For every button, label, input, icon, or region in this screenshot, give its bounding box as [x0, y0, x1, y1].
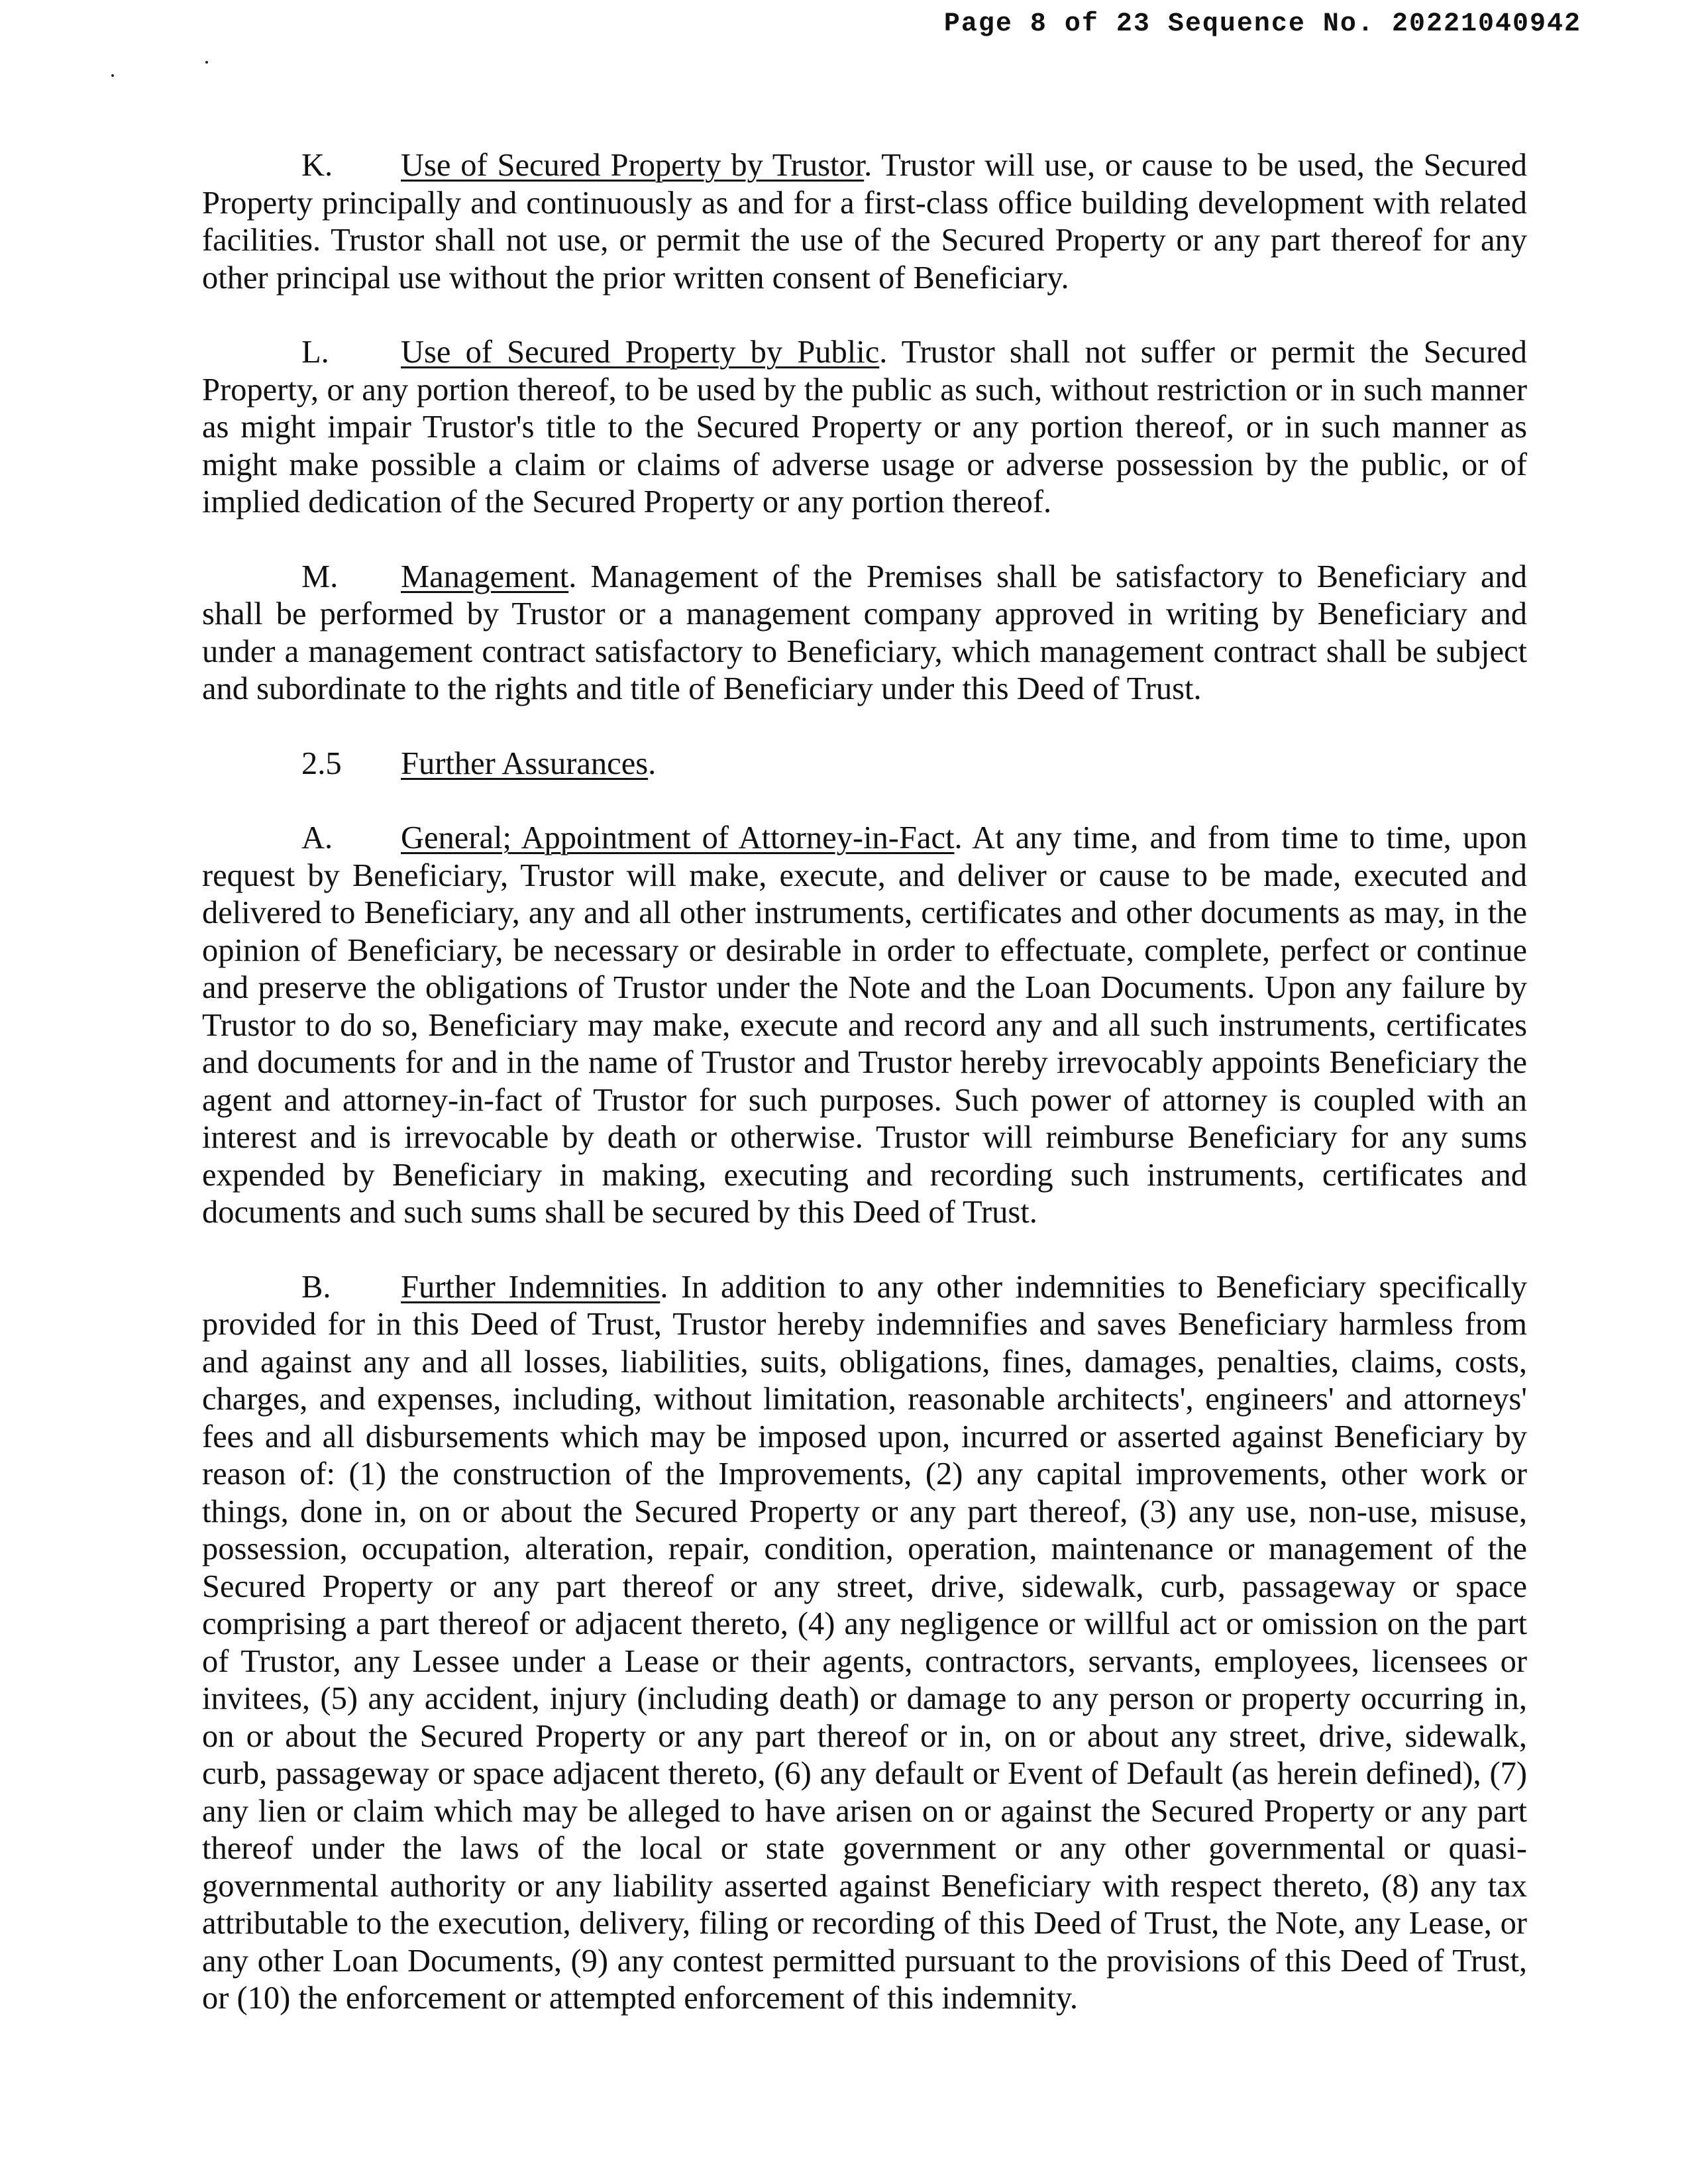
section-heading: Management [401, 559, 569, 594]
section-body: . Management of the Premises shall be satisfactory to Beneficiary and shall be performed by Trustor or a management company approved in writing by Beneficiary and under a management contract satisfactory to Beneficiary, which management contract shall be subject and subordinate to the rights and title of Beneficiary under this Deed of Trust. [202, 559, 1527, 706]
section-heading: Further Indemnities [401, 1269, 661, 1305]
section-heading: General; Appointment of Attorney-in-Fact [401, 820, 955, 855]
section-k [202, 147, 1527, 297]
section-heading: Use of Secured Property by Public [401, 335, 880, 370]
section-body: . [648, 745, 657, 781]
section-label: 2.5 [301, 745, 342, 781]
section-body: . In addition to any other indemnities to Beneficiary specifically provided for in this Deed of Trust, Trustor hereby indemnifies and saves Beneficiary harmless from and against any and all losses, liabilities, suits, obligations, fines, damages, penalties, claims, costs, charges, and expenses, including, without limitation, reasonable architects', engineers' and attorneys' fees and all disbursements which may be imposed upon, incurred or asserted against Beneficiary by reason of: (1) the construction of the Improvements, (2) any capital improvements, other work or things, done in, on or about the Secured Property or any part thereof, (3) any use, non-use, misuse, possession, occupation, alteration, repair, condition, operation, maintenance or management of the Secured Property or any part thereof or any street, drive, sidewalk, curb, passageway or space comprising a part thereof or adjacent thereto, (4) any negligence or willful act or omission on the part of Trustor, any Lessee under a Lease or their agents, contractors, servants, employees, licensees or invitees, (5) any accident, injury (including death) or damage to any person or property occurring in, on or about the Secured Property or any part thereof or in, on or about any street, drive, sidewalk, curb, passageway or space adjacent thereto, (6) any default or Event of Default (as herein defined), (7) any lien or claim which may be alleged to have arisen on or against the Secured Property or any part thereof under the laws of the local or state government or any other governmental or quasi-governmental authority or any liability asserted against Beneficiary with respect thereto, (8) any tax attributable to the execution, delivery, filing or recording of this Deed of Trust, the Note, any Lease, or any other Loan Documents, (9) any contest permitted pursuant to the provisions of this Deed of Trust, or (10) the enforcement or attempted enforcement of this indemnity. [202, 1269, 1527, 2016]
section-label: A. [301, 820, 333, 855]
section-m [202, 559, 1527, 708]
scan-speck [205, 61, 208, 64]
section-label: M. [301, 559, 339, 594]
section-body: . Trustor shall not suffer or permit the Secured Property, or any portion thereof, to be used by the public as such, without restriction or in such manner as might impair Trustor's title to the Secured Property or any portion thereof, or in such manner as might make possible a claim or claims of adverse usage or adverse possession by the public, or of implied dedication of the Secured Property or any portion thereof. [202, 335, 1527, 519]
section-heading: Further Assurances [401, 745, 649, 781]
document-body [202, 147, 1527, 2055]
scan-speck [111, 74, 114, 77]
section-heading: Use of Secured Property by Trustor [401, 148, 865, 183]
section-label: B. [301, 1269, 331, 1305]
section-label: K. [301, 148, 333, 183]
page-header: Page 8 of 23 Sequence No. 20221040942 [943, 9, 1581, 39]
section-label: L. [301, 335, 329, 370]
section-a [202, 820, 1527, 1232]
section-b [202, 1269, 1527, 2018]
section-2-5 [202, 745, 1527, 783]
section-body: . Trustor will use, or cause to be used, the Secured Property principally and continuously as and for a first-class office building development with related facilities. Trustor shall not use, or permit the use of the Secured Property or any part thereof for any other principal use without the prior written consent of Beneficiary. [202, 148, 1527, 296]
section-l [202, 334, 1527, 521]
section-body: . At any time, and from time to time, upon request by Beneficiary, Trustor will make, execute, and deliver or cause to be made, executed and delivered to Beneficiary, any and all other instruments, certificates and other documents as may, in the opinion of Beneficiary, be necessary or desirable in order to effectuate, complete, perfect or continue and preserve the obligations of Trustor under the Note and the Loan Documents. Upon any failure by Trustor to do so, Beneficiary may make, execute and record any and all such instruments, certificates and documents for and in the name of Trustor and Trustor hereby irrevocably appoints Beneficiary the agent and attorney-in-fact of Trustor for such purposes. Such power of attorney is coupled with an interest and is irrevocable by death or otherwise. Trustor will reimburse Beneficiary for any sums expended by Beneficiary in making, executing and recording such instruments, certificates and documents and such sums shall be secured by this Deed of Trust. [202, 820, 1527, 1230]
